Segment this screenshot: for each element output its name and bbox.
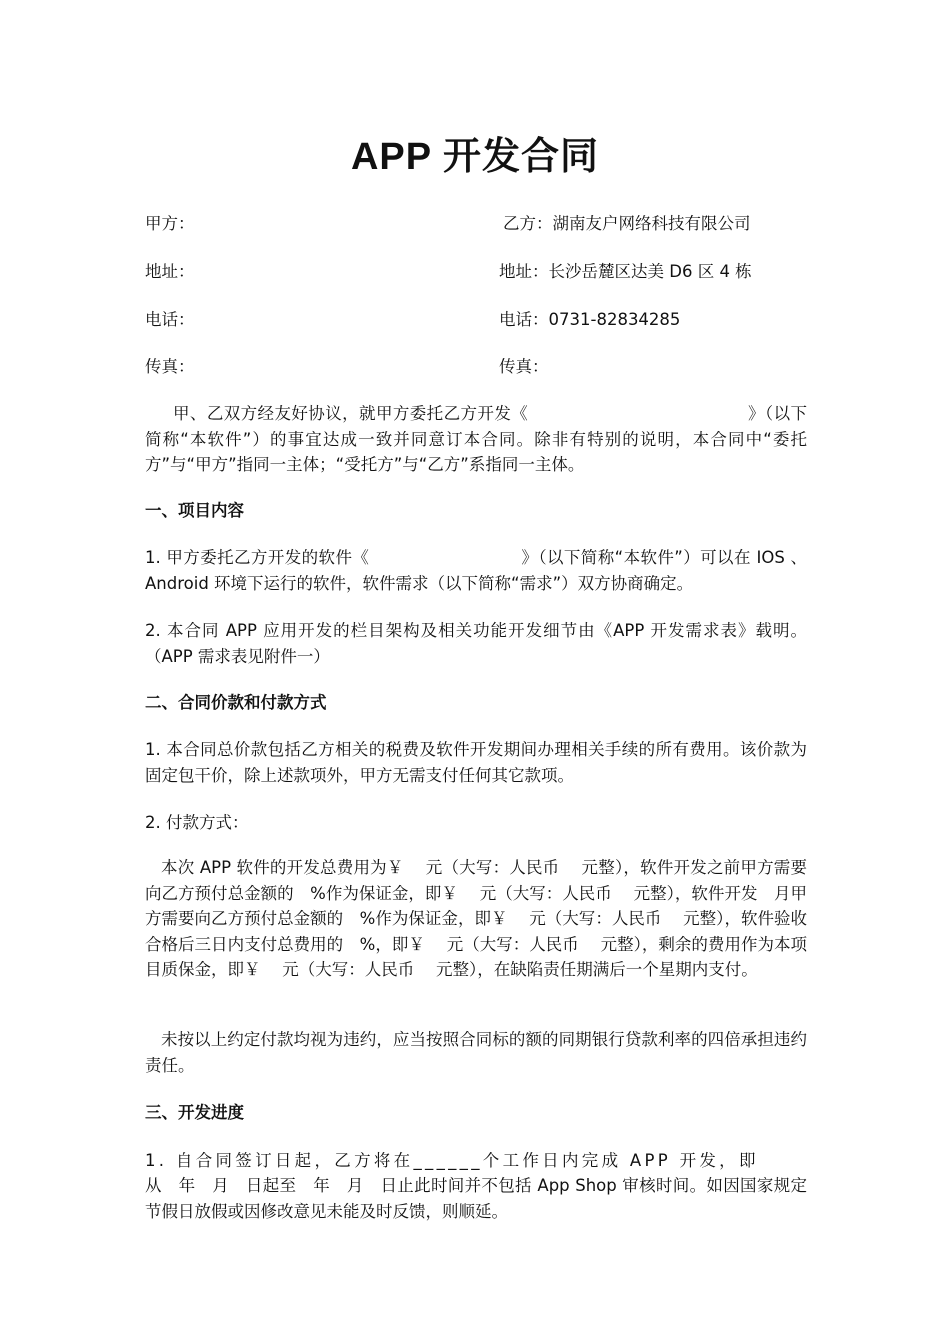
- clause-2-2: 2. 付款方式：: [145, 813, 249, 832]
- party-b-name: 乙方：湖南友户网络科技有限公司: [503, 214, 751, 233]
- clause-2-1: 1. 本合同总价款包括乙方相关的税费及软件开发期间办理相关手续的所有费用。该价款为固定包干价，除上述款项外，甲方无需支付任何其它款项。: [145, 740, 807, 785]
- party-a-fax-label: 传真：: [145, 357, 195, 376]
- preamble-paragraph: 甲、乙双方经友好协议，就甲方委托乙方开发《 》（以下简称“本软件”）的事宜达成一致并同意订本合同。除非有特别的说明，本合同中“委托方”与“甲方”指同一主体；“受托方”与“乙方”系指同一主体。: [145, 404, 807, 474]
- party-a-name-label: 甲方：: [145, 214, 195, 233]
- clause-3-1-first-line: 1. 自合同签订日起，乙方将在______个工作日内完成 APP 开发，即: [145, 1151, 759, 1170]
- section-heading-project: 一、项目内容: [145, 501, 244, 520]
- clause-1-1: 1. 甲方委托乙方开发的软件《 》（以下简称“本软件”）可以在 IOS 、Android 环境下运行的软件，软件需求（以下简称“需求”）双方协商确定。: [145, 548, 807, 593]
- party-a-phone-label: 电话：: [145, 310, 195, 329]
- section-heading-price: 二、合同价款和付款方式: [145, 693, 327, 712]
- party-b-fax-label: 传真：: [499, 357, 549, 376]
- party-b-phone: 电话：0731-82834285: [499, 310, 681, 329]
- breach-paragraph: 未按以上约定付款均视为违约，应当按照合同标的额的同期银行贷款利率的四倍承担违约责任。: [145, 1030, 807, 1075]
- party-a-address-label: 地址：: [145, 262, 195, 281]
- payment-terms-paragraph: 本次 APP 软件的开发总费用为￥ 元（大写：人民币 元整），软件开发之前甲方需要向乙方预付总金额的 %作为保证金，即￥ 元（大写：人民币 元整），软件开发 月甲方需要向乙方预付总金额的 %作为保证金，即￥ 元（大写：人民币 元整），软件验收合格后三日内支付总费用的 %，即￥ 元（大写：人民币 元整），剩余的费用作为本项目质保金，即￥ 元（大写：人民币 元整），在缺陷责任期满后一个星期内支付。: [145, 858, 807, 979]
- party-b-address: 地址：长沙岳麓区达美 D6 区 4 栋: [499, 262, 752, 281]
- section-heading-schedule: 三、开发进度: [145, 1103, 244, 1122]
- clause-3-1-continuation: 从 年 月 日起至 年 月 日止此时间并不包括 App Shop 审核时间。如因国家规定节假日放假或因修改意见未能及时反馈，则顺延。: [145, 1176, 807, 1221]
- page-title: APP 开发合同: [350, 136, 599, 178]
- clause-1-2: 2. 本合同 APP 应用开发的栏目架构及相关功能开发细节由《APP 开发需求表》载明。（APP 需求表见附件一）: [145, 621, 807, 666]
